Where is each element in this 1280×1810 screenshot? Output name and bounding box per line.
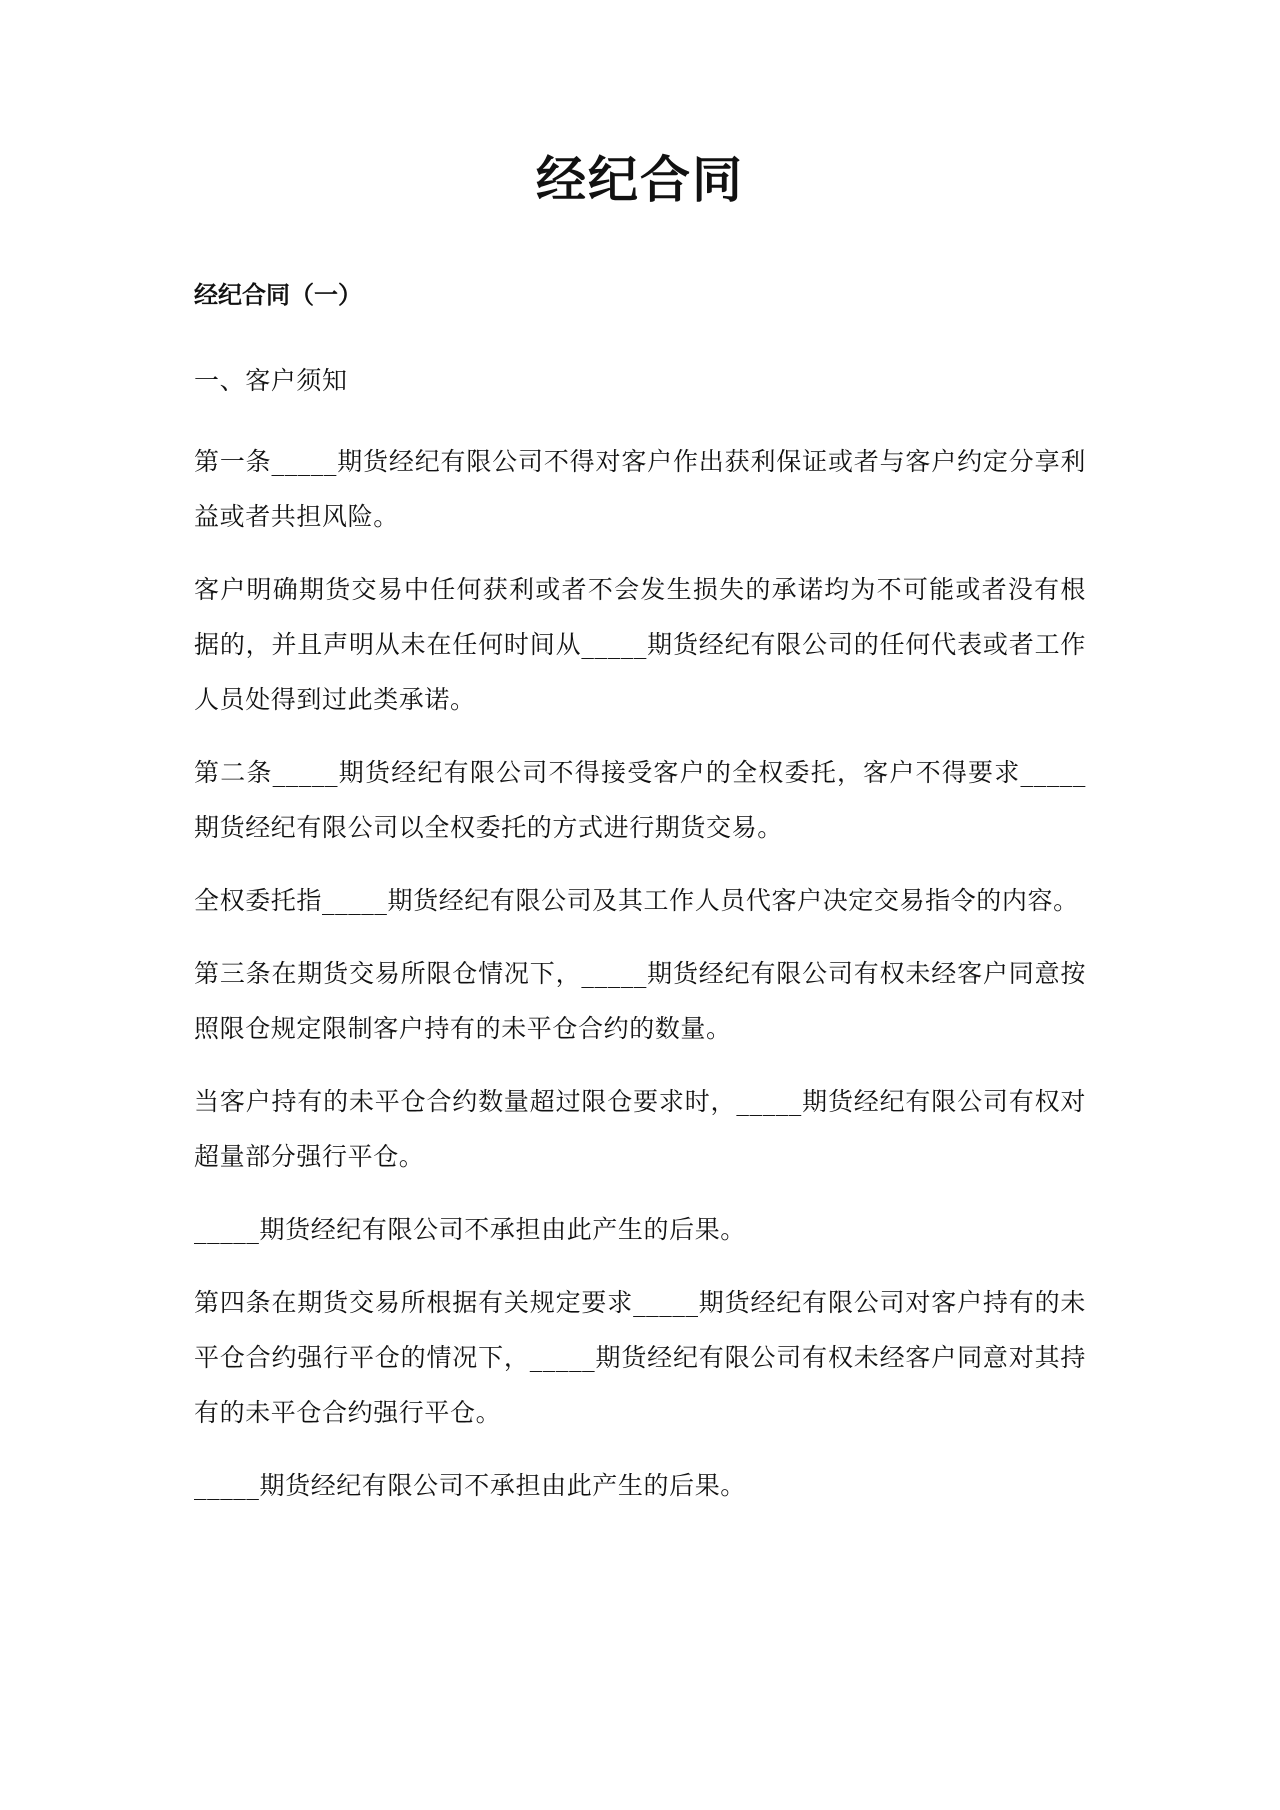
document-body [194,275,1086,1531]
document-title: 经纪合同 [536,151,744,209]
paragraph-article-2: 第二条_____期货经纪有限公司不得接受客户的全权委托，客户不得要求_____期货经纪有限公司以全权委托的方式进行期货交易。 [194,758,1086,842]
paragraph-article-4-liability: _____期货经纪有限公司不承担由此产生的后果。 [194,1471,746,1500]
paragraph-article-3: 第三条在期货交易所限仓情况下，_____期货经纪有限公司有权未经客户同意按照限仓规定限制客户持有的未平仓合约的数量。 [194,959,1086,1043]
paragraph-article-4: 第四条在期货交易所根据有关规定要求_____期货经纪有限公司对客户持有的未平仓合约强行平仓的情况下，_____期货经纪有限公司有权未经客户同意对其持有的未平仓合约强行平仓。 [194,1288,1086,1427]
paragraph-article-3-liability: _____期货经纪有限公司不承担由此产生的后果。 [194,1215,746,1244]
paragraph-article-2-definition: 全权委托指_____期货经纪有限公司及其工作人员代客户决定交易指令的内容。 [194,886,1079,915]
paragraph-article-1: 第一条_____期货经纪有限公司不得对客户作出获利保证或者与客户约定分享利益或者共担风险。 [194,447,1086,531]
paragraph-customer-notice-heading: 一、客户须知 [194,366,348,395]
paragraph-article-3-excess: 当客户持有的未平仓合约数量超过限仓要求时，_____期货经纪有限公司有权对超量部分强行平仓。 [194,1087,1086,1171]
section-title: 经纪合同（一） [194,281,362,309]
paragraph-article-1-statement: 客户明确期货交易中任何获利或者不会发生损失的承诺均为不可能或者没有根据的，并且声明从未在任何时间从_____期货经纪有限公司的任何代表或者工作人员处得到过此类承诺。 [194,575,1086,714]
